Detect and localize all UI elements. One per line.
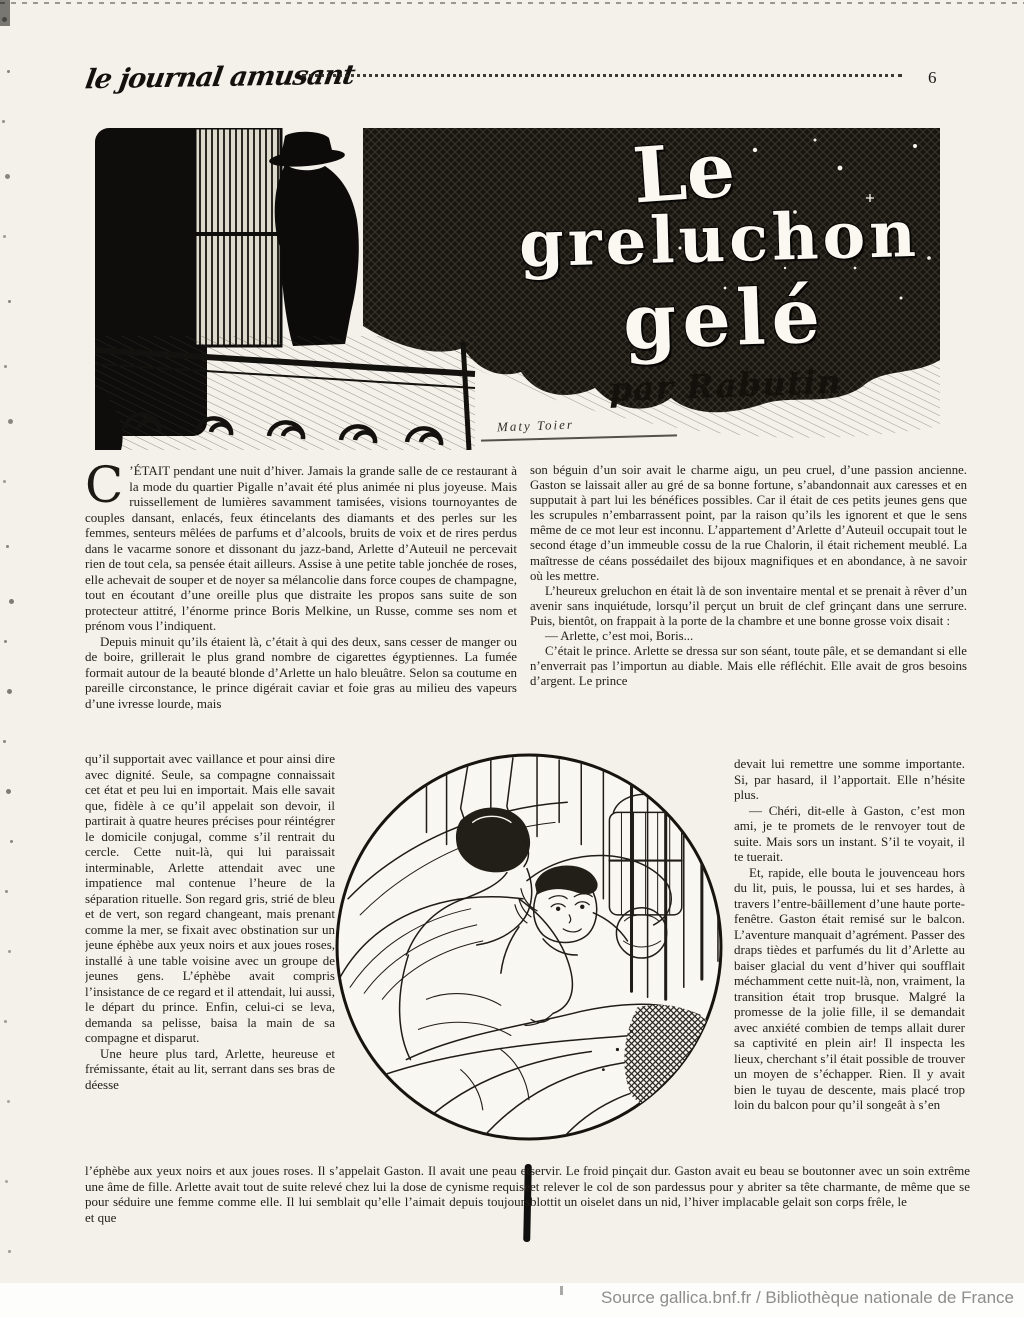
- header-dotted-rule: [302, 74, 902, 77]
- story-paragraph: l’éphèbe aux yeux noirs et aux joues roses. Il s’appelait Gaston. Il avait une peau et une âme de fille. Arlette avait tout de suite relevé chez lui la dose de cynisme requise pour séduire une femme comme elle. Il lui semblait qu’elle l’aimait depuis toujours et que: [85, 1163, 530, 1225]
- masthead-illustration: [95, 124, 940, 450]
- story-paragraph: servir. Le froid pinçait dur. Gaston avait eu beau se boutonner avec un soin extrême et relever le col de son pardessus pour y abriter sa tête charmante, de même que se blottit un oiselet dans un nid, l’hiver implacable gelait son corps frêle, le: [530, 1163, 970, 1209]
- illustrator-signature: Maty Toier: [496, 416, 575, 435]
- story-byline: par Rabutin: [608, 361, 843, 410]
- window: [195, 128, 281, 346]
- column1-bottom: [85, 1163, 530, 1233]
- column1-narrow: [85, 751, 335, 1161]
- footer-bar: [0, 1283, 1024, 1317]
- story-paragraph: Depuis minuit qu’ils étaient là, c’était à qui des deux, sans cesser de manger ou de boire, grillerait le plus grand nombre de cigarettes égyptiennes. La fumée formait autour de la beauté blonde d’Arlette un halo bleuâtre. Selon sa coutume en pareille circonstance, le prince digérait caviar et foie gras au milieu des vapeurs d’une ivresse lourde, mais: [85, 633, 517, 711]
- story-paragraph: C’était le prince. Arlette se dressa sur son séant, toute pâle, et se demandant si elle n’enverrait pas l’importun au diable. Mais elle réfléchit. Elle avait de gros besoins d’argent. Le prince: [530, 644, 967, 689]
- story-paragraph: devait lui remettre une somme importante. Si, par hasard, il l’apportait. Elle n’hésite plus.: [734, 756, 965, 802]
- column2-narrow: [734, 756, 965, 1162]
- scan-corner-mark: [0, 0, 10, 26]
- story-paragraph: qu’il supportait avec vaillance et pour ainsi dire avec dignité. Seule, sa compagne connaissait cet état et peu lui en importait. Mais elle savait que, fidèle à ce qu’il appelait son devoir, il partirait à quatre heures précises pour réintégrer le domicile conjugal, comme s’il rentrait du cercle. Cette nuit-là, qui lui paraissait interminable, Arlette attendait avec une impatience mal contenue l’heure de la séparation rituelle. Son regard gris, strié de bleu et de vert, son regard changeant, mais prenant comme la mer, se fixait avec obstination sur un jeune éphèbe aux yeux noirs et aux joues roses, installé à une table voisine avec un groupe de jeunes gens. L’éphèbe avait compris l’insistance de ce regard et il attendait, lui aussi, le départ du prince. Enfin, celui-ci se leva, demanda sa pelisse, baisa la main de sa compagne et disparut.: [85, 751, 335, 1045]
- column1-top: [85, 463, 517, 749]
- story-paragraph: L’heureux greluchon en était là de son inventaire mental et se prenait à rêver d’un avenir sans inquiétude, lorsqu’il perçut un bruit de clef grinçant dans une serrure. Puis, bientôt, on frappait à la porte de la chambre et une bonne grosse voix disait :: [530, 583, 967, 628]
- scan-top-dashed-line: [0, 2, 1024, 4]
- page-number: 6: [928, 68, 937, 87]
- drop-cap: C: [85, 463, 124, 514]
- story-paragraph: Et, rapide, elle bouta le jouvenceau hors du lit, puis, le poussa, lui et ses hardes, à travers l’entre-bâillement d’une haute porte-fenêtre. Gaston était remisé sur le balcon. L’aventure manquait d’agrément. Passer des draps tièdes et parfumés du lit d’Arlette au baiser glacial du vent d’hiver qui soufflait méchamment cette nuit-là, non, vraiment, la transition était trop brusque. Malgré la promesse de la jolie fille, il se demandait avec anxiété combien de temps allait durer sa captivité en plein air! Il inspecta les lieux, cherchant s’il était possible de trouver un moyen de s’échapper. Rien. Il y avait bien le tuyau de descente, mais placé trop loin du balcon pour qu’il songeât à s’en: [734, 864, 965, 1112]
- story-title-word-3: gelé: [621, 270, 828, 367]
- balcony-railing: [95, 336, 475, 450]
- story-dialog: — Arlette, c’est moi, Boris...: [545, 629, 694, 644]
- story-paragraph: Une heure plus tard, Arlette, heureuse et frémissante, était au lit, serrant dans ses bras de déesse: [85, 1045, 335, 1092]
- magazine-logo: le journal amusant: [83, 59, 357, 96]
- story-title-word-2: greluchon: [518, 196, 921, 283]
- footer-scan-tick: [560, 1286, 563, 1295]
- column2-top: [530, 463, 967, 754]
- story-paragraph: son béguin d’un soir avait le charme aigu, un peu cruel, d’une passion ancienne. Gaston se laissait aller au gré de sa bonne fortune, s’abandonnait aux caresses et en supputait à part lui les bénéfices possibles. Car il était de ces petits jeunes gens que les scrupules n’embarrassent point, par la raison qu’ils les ignorent et que le sens même de ce mot leur est inconnu. L’appartement d’Arlette d’Auteuil occupait tout le second étage d’un immeuble cossu de la rue Chalorin, il était richement meublé. La maîtresse de céans possédailet des bijoux magnifiques et en abondance, à ne savoir où les mettre.: [530, 463, 967, 583]
- story-dialog: — Chéri, dit-elle à Gaston, c’est mon ami, je te promets de le renvoyer tout de suite. Mais sors un instant. S’il te voyait, il te tuerait.: [734, 802, 965, 864]
- source-attribution: Source gallica.bnf.fr / Bibliothèque nationale de France: [601, 1288, 1014, 1307]
- column2-bottom: [530, 1163, 970, 1233]
- story-title-word-1: Le: [630, 124, 738, 221]
- inset-bed-illustration: [330, 748, 728, 1146]
- story-paragraph: C ’ÉTAIT pendant une nuit d’hiver. Jamais la grande salle de ce restaurant à la mode du quartier Pigalle n’avait été plus animée ni plus joyeuse. Mais ruissellement de lumières savamment tamisées, visions tournoyantes de couples dansant, enlacés, feux étincelants des diamants et des perles sur les femmes, senteurs mêlées de parfums et d’alcools, bruits de voix et de rires perdus dans le vacarme sonore et dissonant du jazz-band, Arlette d’Auteuil ne percevait rien de tout cela, sa pensée était ailleurs. Assise à une petite table jonchée de roses, elle achevait de souper et de noyer sa mélancolie dans force coupes de champagne, tout en écoutant d’une oreille plus que distraite les propos sans suite de son protecteur attitré, l’énorme prince Boris Melkine, un Russe, comme ses nom et prénom vous l’indiquent.: [85, 463, 517, 633]
